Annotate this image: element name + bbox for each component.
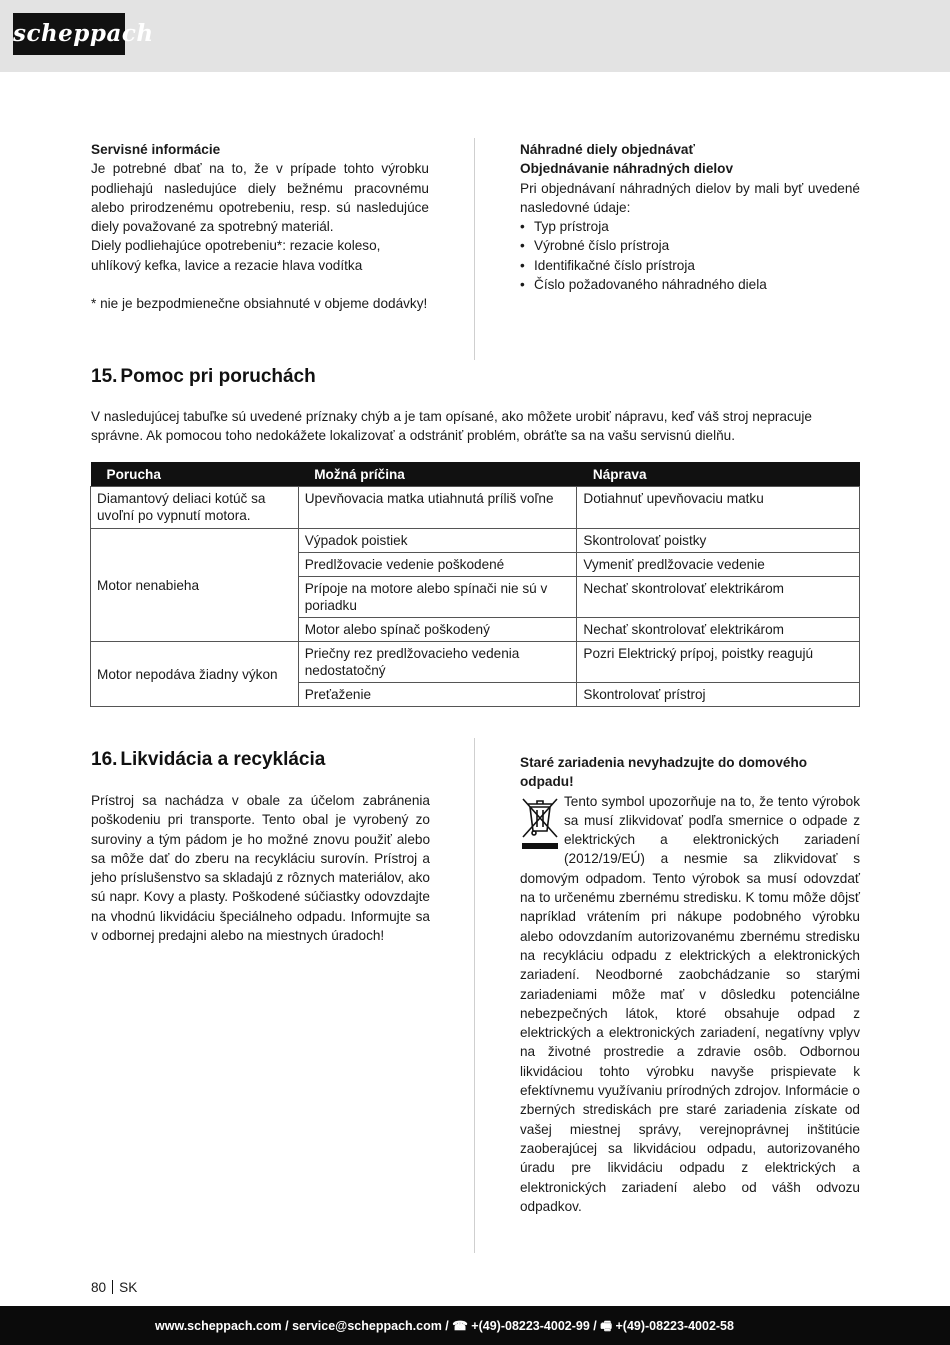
fault-cell: Diamantový deliaci kotúč sa uvoľní po vypnutí motora. xyxy=(91,487,299,529)
fix-cell: Vymeniť predlžovacie vedenie xyxy=(577,553,860,577)
spare-parts-intro: Pri objednávaní náhradných dielov by mali byť uvedené nasledovné údaje: xyxy=(520,180,860,215)
section-title-text: Pomoc pri poruchách xyxy=(120,366,316,387)
list-item: • Výrobné číslo prístroja xyxy=(520,236,860,255)
list-item: • Typ prístroja xyxy=(520,217,860,236)
old-devices-text: Tento symbol upozorňuje na to, že tento výrobok sa musí zlikvidovať podľa smernice o odpade z elektrických a elektronických zariadení (2012/19/EÚ) a nesmie sa zlikvidovať s domovým odpadom. Tento výrobok sa musí odovzdať na to určenému zbernému stredisku. K tomu môže dôjsť napríklad vrátením pri nákupe podobného výrobku alebo odovzdaním autorizovanému zbernému stredisku na recykláciu odpadu z elektrických a elektronických zariadení. Neodborné zaobchádzanie so starými zariadeniami môže mať v dôsledku potenciálne nebezpečných látok, ktoré obsahuje odpad z elektrických a elektronických zariadení, negatívny vplyv na životné prostredie a zdravie osôb. Odbornou likvidáciou tohto výrobku navyše prispievate k efektívnemu využívaniu prírodných zdrojov. Informácie o zberných strediskách pre staré zariadenia získate od vašej miestnej správy, verejnoprávnej inštitúcie zaoberajúcej sa likvidáciou odpadu, autorizovaného úradu pre likvidáciu odpadu z elektrických a elektronických zariadení alebo od vášh odvozu odpadkov. xyxy=(520,793,860,1214)
cause-cell: Motor alebo spínač poškodený xyxy=(298,618,577,642)
service-info-paragraph-1: Je potrebné dbať na to, že v prípade tohto výrobku podliehajú nasledujúce diely bežnému pracovnému alebo prirodzenému opotrebeniu, resp. sú nasledujúce diely považované za spotrebný materiál. xyxy=(91,161,429,235)
list-item: • Číslo požadovaného náhradného diela xyxy=(520,275,860,294)
service-info-paragraph-2: Diely podliehajúce opotrebeniu*: rezacie koleso, uhlíkový kefka, lavice a rezacie hlava vodítka xyxy=(91,238,381,273)
fault-cell: Motor nenabieha xyxy=(91,529,299,642)
page-language: SK xyxy=(119,1280,138,1295)
column-divider-bottom xyxy=(474,738,475,1253)
footer-contact: www.scheppach.com / service@scheppach.com / ☎ +(49)-08223-4002-99 / 🖷 +(49)-08223-4002-58 xyxy=(155,1319,734,1333)
cause-cell: Priečny rez predlžovacieho vedenia nedostatočný xyxy=(298,642,577,683)
spare-parts-subheading: Objednávanie náhradných dielov xyxy=(520,161,734,177)
fix-cell: Nechať skontrolovať elektrikárom xyxy=(577,577,860,618)
list-item: • Identifikačné číslo prístroja xyxy=(520,256,860,275)
fix-cell: Pozri Elektrický prípoj, poistky reagujú xyxy=(577,642,860,683)
section-16-title xyxy=(91,749,325,771)
header-fault: Porucha xyxy=(91,462,299,487)
fix-cell: Nechať skontrolovať elektrikárom xyxy=(577,618,860,642)
section-number: 15. xyxy=(91,366,118,387)
table-row xyxy=(91,642,860,683)
cause-cell: Prípoje na motore alebo spínači nie sú v poriadku xyxy=(298,577,577,618)
table-header-row xyxy=(91,462,860,487)
fix-cell: Skontrolovať poistky xyxy=(577,529,860,553)
cause-cell: Výpadok poistiek xyxy=(298,529,577,553)
table-row xyxy=(91,529,860,553)
page-footer xyxy=(0,1306,950,1345)
section-title-text: Likvidácia a recyklácia xyxy=(120,749,326,770)
section-16-text: Prístroj sa nachádza v obale za účelom zabránenia poškodeniu pri transporte. Tento obal je vyrobený zo suroviny a tým pádom je ho možné znovu použiť alebo sa môže dať do zberu na recykláciu surovín. Prístroj a jeho príslušenstvo sa skladajú z rôznych materiálov, ako sú napr. Kovy a plasty. Poškodené súčiastky odovzdajte na vhodnú likvidáciu špeciálneho odpadu. Informujte sa v odbornej predajni alebo na miestnych úradoch! xyxy=(91,793,430,944)
page-separator xyxy=(112,1280,113,1294)
service-info-block xyxy=(91,140,429,313)
cause-cell: Predlžovacie vedenie poškodené xyxy=(298,553,577,577)
fault-cell: Motor nepodáva žiadny výkon xyxy=(91,642,299,707)
old-devices-block xyxy=(520,753,860,1216)
page-header xyxy=(0,0,950,72)
section-number: 16. xyxy=(91,749,118,770)
fix-cell: Skontrolovať prístroj xyxy=(577,683,860,707)
section-15-intro: V nasledujúcej tabuľke sú uvedené príznaky chýb a je tam opísané, ako môžete urobiť nápravu, keď váš stroj nepracuje správne. Ak pomocou toho nedokážete lokalizovať a odstrániť problém, obráťte sa na vašu servisnú dielňu. xyxy=(91,409,812,444)
fix-cell: Dotiahnuť upevňovaciu matku xyxy=(577,487,860,529)
cause-cell: Preťaženie xyxy=(298,683,577,707)
spare-parts-list xyxy=(520,217,860,294)
spare-parts-block xyxy=(520,140,860,294)
troubleshooting-table xyxy=(90,462,860,707)
scheppach-logo: scheppach xyxy=(13,13,125,55)
header-cause: Možná príčina xyxy=(298,462,577,487)
header-fix: Náprava xyxy=(577,462,860,487)
page-number xyxy=(91,1280,137,1295)
service-info-heading: Servisné informácie xyxy=(91,142,221,157)
crossed-out-bin-icon xyxy=(520,796,560,850)
old-devices-heading: Staré zariadenia nevyhadzujte do domového odpadu! xyxy=(520,755,808,790)
column-divider-top xyxy=(474,138,475,360)
page-number-value: 80 xyxy=(91,1280,107,1295)
table-row xyxy=(91,487,860,529)
section-15-title xyxy=(91,366,316,388)
cause-cell: Upevňovacia matka utiahnutá príliš voľne xyxy=(298,487,577,529)
service-info-footnote: * nie je bezpodmienečne obsiahnuté v objeme dodávky! xyxy=(91,296,428,312)
spare-parts-heading: Náhradné diely objednávať xyxy=(520,142,695,157)
